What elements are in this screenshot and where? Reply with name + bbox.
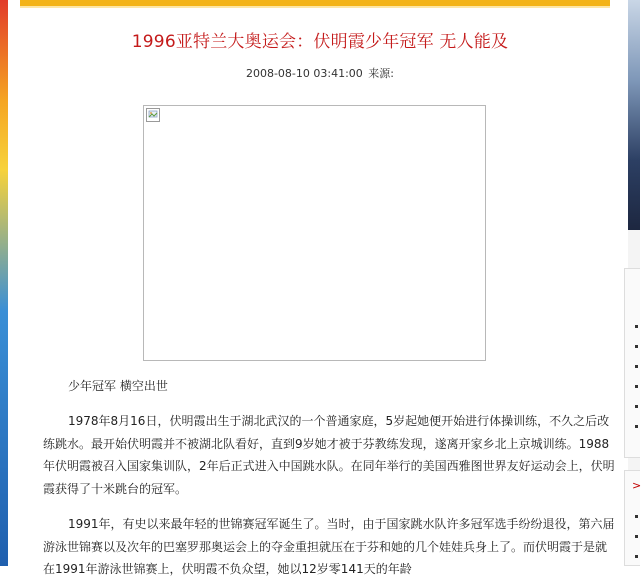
list-bullet <box>635 345 638 348</box>
right-sidebar-list-2 <box>624 470 640 566</box>
top-banner-bar-shadow <box>20 6 610 8</box>
list-bullet <box>635 555 638 558</box>
article-paragraph: 1978年8月16日，伏明霞出生于湖北武汉的一个普通家庭，5岁起她便开始进行体操训练，不久之后改练跳水。最开始伏明霞并不被湖北队看好，直到9岁她才被于芬教练发现，遂离开家乡北上京城训练。1988年伏明霞被召入国家集训队，2年后正式进入中国跳水队。在同年举行的美国西雅图世界友好运动会上，伏明霞获得了十米跳台的冠军。 <box>43 414 615 496</box>
list-bullet <box>635 405 638 408</box>
list-bullet <box>635 425 638 428</box>
left-decorative-strip <box>0 0 8 566</box>
list-bullet <box>635 385 638 388</box>
broken-image-icon <box>146 108 160 122</box>
article-title: 1996亚特兰大奥运会：伏明霞少年冠军 无人能及 <box>131 32 509 52</box>
right-sidebar-image[interactable] <box>628 0 640 230</box>
article-meta <box>60 65 580 81</box>
article-source-label: 来源: <box>368 67 395 80</box>
list-bullet <box>635 325 638 328</box>
photo-caption: 少年冠军 横空出世 <box>68 379 168 393</box>
list-bullet <box>635 365 638 368</box>
article-datetime: 2008-08-10 03:41:00 <box>245 67 363 80</box>
article-paragraph: 1991年，有史以来最年轻的世锦赛冠军诞生了。当时，由于国家跳水队许多冠军选手纷纷退役，第六届游泳世锦赛以及次年的巴塞罗那奥运会上的夺金重担就压在于芬和她的几个娃娃兵身上了。而伏明霞于是就在1991年游泳世锦赛上，伏明霞不负众望，她以12岁零141天的年龄 <box>43 517 615 576</box>
list-bullet <box>635 515 638 518</box>
chevron-right-icon[interactable]: > <box>632 479 641 492</box>
list-bullet <box>635 535 638 538</box>
article-photo[interactable] <box>143 105 486 361</box>
right-sidebar-list <box>624 268 640 458</box>
